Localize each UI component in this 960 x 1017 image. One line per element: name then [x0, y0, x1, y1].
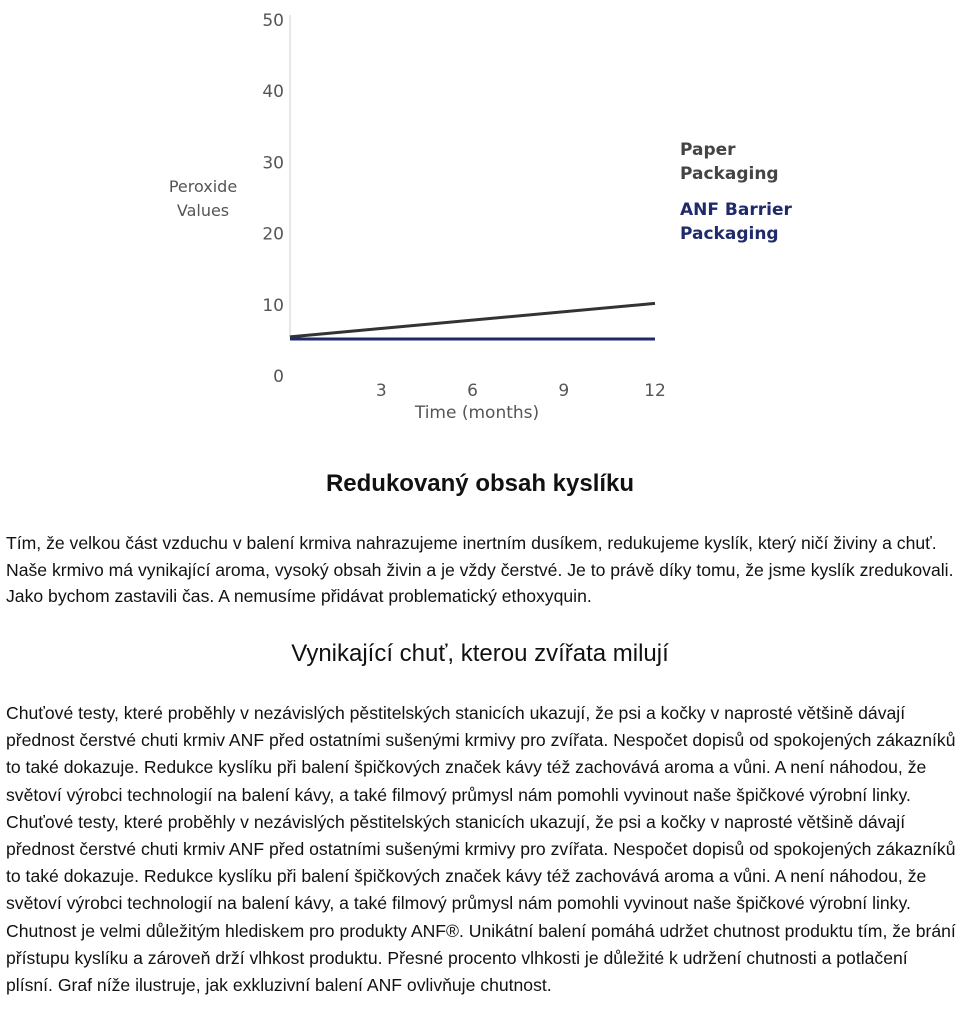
y-axis-label-line2: Values: [176, 201, 230, 220]
legend-entry: Packaging: [680, 224, 779, 244]
legend-entry: Paper: [680, 140, 736, 160]
y-tick-label: 30: [262, 153, 284, 174]
x-tick-label: 9: [558, 381, 570, 401]
section-text-oxygen: Tím, že velkou část vzduchu v balení krmiva nahrazujeme inertním dusíkem, redukujeme kyslík, který ničí živiny a chuť. Naše krmivo má vynikající aroma, vysoký obsah živin a je vždy čerstvé. Je to právě díky tomu, že jsme kyslík zredukovali. Jako bychom zastavili čas. A nemusíme přidávat problematický ethoxyquin.: [6, 533, 954, 606]
peroxide-chart: [160, 0, 800, 440]
x-axis-label: Time (months): [414, 403, 540, 423]
series-line-paper: [290, 303, 655, 336]
x-axis-ticks: [376, 381, 666, 401]
y-axis-label-line1: Peroxide: [168, 177, 238, 196]
y-axis-ticks: [262, 11, 284, 387]
x-tick-label: 6: [467, 381, 478, 401]
legend-entry: Packaging: [680, 164, 779, 184]
section-title-oxygen: Redukovaný obsah kyslíku: [325, 470, 635, 497]
legend: [680, 140, 792, 244]
x-tick-label: 12: [644, 381, 666, 401]
section-title-taste: Vynikající chuť, kterou zvířata milují: [291, 640, 669, 667]
legend-entry: ANF Barrier: [680, 200, 792, 220]
y-tick-label: 0: [273, 367, 284, 387]
y-tick-label: 40: [262, 82, 284, 103]
x-tick-label: 3: [375, 381, 387, 401]
y-tick-label: 50: [262, 11, 284, 31]
y-tick-label: 20: [262, 224, 284, 245]
section-text-taste: Chuťové testy, které proběhly v nezávislých pěstitelských stanicích ukazují, že psi a kočky v naprosté většině dávají přednost čerstvé chuti krmiv ANF před ostatními sušenými krmivy pro zvířata. Nespočet dopisů od spokojených zákazníků to také dokazuje. Redukce kyslíku při balení špičkových značek kávy též zachovává aroma a vůni. A není náhodou, že světoví výrobci technologií na balení kávy, a také filmový průmysl nám pomohli vyvinout naše špičkové výrobní linky. Chuťové testy, které proběhly v nezávislých pěstitelských stanicích ukazují, že psi a kočky v naprosté většině dávají přednost čerstvé chuti krmiv ANF před ostatními sušenými krmivy pro zvířata. Nespočet dopisů od spokojených zákazníků to také dokazuje. Redukce kyslíku při balení špičkových značek kávy též zachovává aroma a vůni. A není náhodou, že světoví výrobci technologií na balení kávy, a také filmový průmysl nám pomohli vyvinout naše špičkové výrobní linky. Chutnost je velmi důležitým hlediskem pro produkty ANF®. Unikátní balení pomáhá udržet chutnost produktu tím, že brání přístupu kyslíku a zároveň drží vlhkost produktu. Přesné procento vlhkosti je důležité k udržení chutnosti a potlačení plísní. Graf níže ilustruje, jak exkluzivní balení ANF ovlivňuje chutnost.: [6, 703, 956, 996]
y-tick-label: 10: [262, 295, 284, 316]
